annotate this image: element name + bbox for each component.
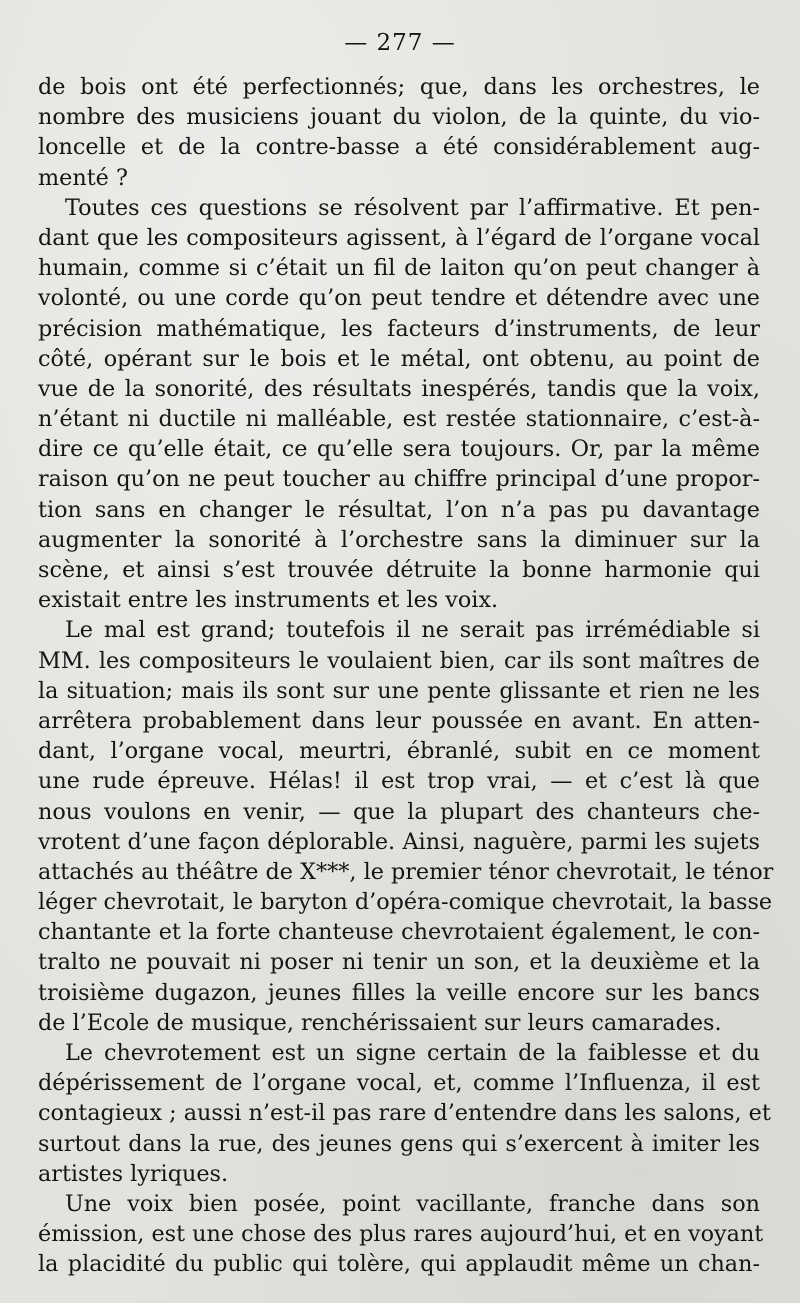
text-line: n’étant ni ductile ni malléable, est restée stationnaire, c’est-à- — [38, 406, 760, 433]
text-line: existait entre les instruments et les voix. — [38, 587, 499, 614]
text-line: la situation; mais ils sont sur une pente glissante et rien ne les — [38, 677, 760, 704]
text-line: précision mathématique, les facteurs d’instruments, de leur — [38, 315, 760, 342]
text-line: Toutes ces questions se résolvent par l’affirmative. Et pen- — [65, 194, 760, 221]
text-line: attachés au théâtre de X***, le premier ténor chevrotait, le ténor — [38, 858, 774, 885]
text-line: loncelle et de la contre-basse a été considérablement aug- — [38, 134, 760, 161]
text-line: léger chevrotait, le baryton d’opéra-comique chevrotait, la basse — [38, 889, 773, 916]
text-line: dépérissement de l’organe vocal, et, comme l’Influenza, il est — [38, 1070, 760, 1097]
text-line: vue de la sonorité, des résultats inespérés, tandis que la voix, — [38, 375, 760, 402]
page-number: — 277 — — [344, 30, 456, 56]
text-line: une rude épreuve. Hélas! il est trop vrai, — et c’est là que — [38, 768, 760, 795]
text-line: vrotent d’une façon déplorable. Ainsi, naguère, parmi les sujets — [38, 828, 760, 855]
text-line: nous voulons en venir, — que la plupart des chanteurs che- — [38, 798, 760, 825]
text-line: MM. les compositeurs le voulaient bien, car ils sont maîtres de — [38, 647, 760, 674]
text-line: chantante et la forte chanteuse chevrotaient également, le con- — [38, 919, 760, 946]
text-line: Le chevrotement est un signe certain de la faiblesse et du — [65, 1040, 760, 1066]
text-line: humain, comme si c’était un fil de laiton qu’on peut changer à — [38, 255, 760, 282]
text-line: tralto ne pouvait ni poser ni tenir un son, et la deuxième et la — [38, 949, 760, 976]
text-line: volonté, ou une corde qu’on peut tendre et détendre avec une — [38, 285, 760, 312]
text-line: scène, et ainsi s’est trouvée détruite la bonne harmonie qui — [38, 557, 760, 583]
text-line: menté ? — [38, 164, 128, 191]
text-line: émission, est une chose des plus rares aujourd’hui, et en voyant — [38, 1221, 764, 1248]
text-line: de bois ont été perfectionnés; que, dans les orchestres, le — [38, 74, 760, 100]
text-line: contagieux ; aussi n’est-il pas rare d’entendre dans les salons, et — [38, 1100, 771, 1127]
text-line: augmenter la sonorité à l’orchestre sans la diminuer sur la — [38, 526, 760, 553]
text-line: surtout dans la rue, des jeunes gens qui s’exercent à imiter les — [38, 1130, 760, 1157]
text-line: dant que les compositeurs agissent, à l’égard de l’organe vocal — [38, 224, 760, 251]
text-line: raison qu’on ne peut toucher au chiffre principal d’une propor- — [38, 466, 760, 493]
text-line: nombre des musiciens jouant du violon, de la quinte, du vio- — [38, 104, 760, 131]
text-line: Une voix bien posée, point vacillante, franche dans son — [65, 1190, 760, 1217]
text-line: troisième dugazon, jeunes filles la veille encore sur les bancs — [38, 979, 760, 1006]
text-line: dant, l’organe vocal, meurtri, ébranlé, subit en ce moment — [38, 738, 760, 765]
text-line: Le mal est grand; toutefois il ne serait pas irrémédiable si — [65, 617, 760, 644]
text-line: la placidité du public qui tolère, qui applaudit même un chan- — [38, 1251, 760, 1278]
text-line: dire ce qu’elle était, ce qu’elle sera toujours. Or, par la même — [38, 436, 760, 463]
text-line: arrêtera probablement dans leur poussée en avant. En atten- — [38, 707, 760, 734]
text-line: côté, opérant sur le bois et le métal, ont obtenu, au point de — [38, 345, 760, 372]
text-line: artistes lyriques. — [38, 1160, 229, 1187]
text-line: tion sans en changer le résultat, l’on n’a pas pu davantage — [38, 496, 760, 523]
body-text — [38, 72, 774, 1280]
text-line: de l’Ecole de musique, renchérissaient sur leurs camarades. — [38, 1009, 722, 1036]
